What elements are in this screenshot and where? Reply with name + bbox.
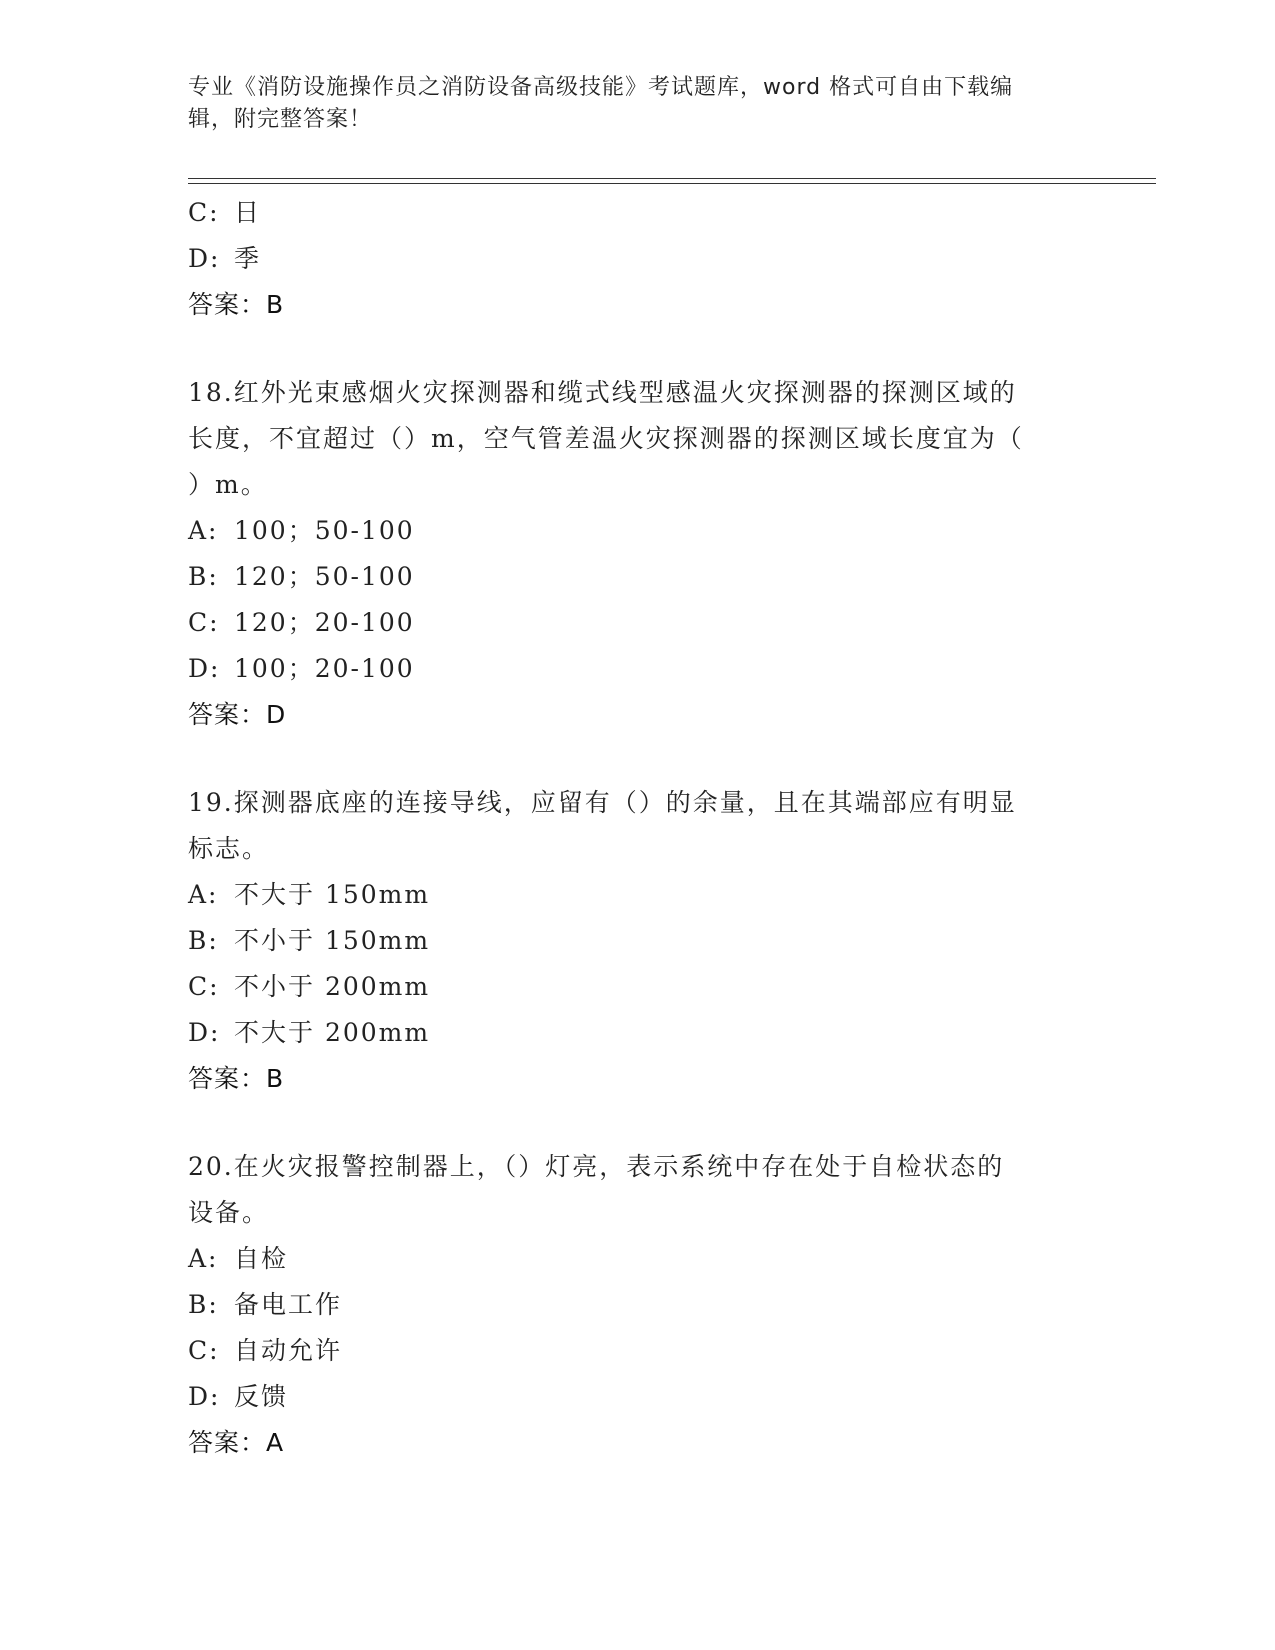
question-text-line: ）m。 bbox=[188, 470, 268, 499]
option-b bbox=[188, 918, 1088, 964]
option-label: D: bbox=[188, 654, 221, 683]
option-text: 不小于 200mm bbox=[234, 972, 431, 1001]
question-text-line: 标志。 bbox=[188, 834, 270, 863]
option-label: B: bbox=[188, 562, 219, 591]
option-text: 100；50-100 bbox=[234, 516, 415, 545]
question-20 bbox=[188, 1144, 1088, 1466]
document-header bbox=[188, 72, 1078, 136]
option-text: 日 bbox=[234, 198, 262, 227]
question-text-line: 设备。 bbox=[188, 1198, 270, 1227]
option-c bbox=[188, 190, 1088, 236]
option-c bbox=[188, 600, 1088, 646]
spacer bbox=[188, 738, 1088, 780]
option-label: D: bbox=[188, 244, 221, 273]
option-d bbox=[188, 1374, 1088, 1420]
header-line-2: 辑，附完整答案！ bbox=[188, 107, 373, 132]
answer-line: 答案：A bbox=[188, 1428, 285, 1457]
option-text: 不大于 200mm bbox=[234, 1018, 431, 1047]
option-b bbox=[188, 554, 1088, 600]
answer-line: 答案：B bbox=[188, 290, 285, 319]
option-b bbox=[188, 1282, 1088, 1328]
header-divider-top bbox=[188, 178, 1156, 179]
option-text: 不小于 150mm bbox=[234, 926, 431, 955]
answer-line: 答案：D bbox=[188, 700, 287, 729]
option-text: 120；20-100 bbox=[234, 608, 415, 637]
question-list bbox=[188, 190, 1088, 1466]
option-label: C: bbox=[188, 608, 220, 637]
option-text: 100；20-100 bbox=[234, 654, 415, 683]
option-text: 自动允许 bbox=[234, 1336, 343, 1365]
option-label: B: bbox=[188, 926, 219, 955]
answer-line: 答案：B bbox=[188, 1064, 285, 1093]
partial-question bbox=[188, 190, 1088, 328]
spacer bbox=[188, 1102, 1088, 1144]
option-d bbox=[188, 236, 1088, 282]
question-19 bbox=[188, 780, 1088, 1102]
option-label: C: bbox=[188, 972, 220, 1001]
question-text-line: 19.探测器底座的连接导线，应留有（）的余量，且在其端部应有明显 bbox=[188, 788, 1017, 817]
option-label: A: bbox=[188, 516, 219, 545]
option-c bbox=[188, 1328, 1088, 1374]
question-18 bbox=[188, 370, 1088, 738]
option-a bbox=[188, 872, 1088, 918]
header-divider-bottom bbox=[188, 183, 1156, 184]
option-label: C: bbox=[188, 198, 220, 227]
spacer bbox=[188, 328, 1088, 370]
question-text-line: 18.红外光束感烟火灾探测器和缆式线型感温火灾探测器的探测区域的 bbox=[188, 378, 1017, 407]
option-label: B: bbox=[188, 1290, 219, 1319]
question-text-line: 长度，不宜超过（）m，空气管差温火灾探测器的探测区域长度宜为（ bbox=[188, 424, 1024, 453]
option-d bbox=[188, 1010, 1088, 1056]
option-text: 自检 bbox=[234, 1244, 289, 1273]
option-text: 反馈 bbox=[234, 1382, 289, 1411]
option-label: A: bbox=[188, 1244, 219, 1273]
question-text-line: 20.在火灾报警控制器上，（）灯亮，表示系统中存在处于自检状态的 bbox=[188, 1152, 1005, 1181]
option-d bbox=[188, 646, 1088, 692]
option-text: 备电工作 bbox=[234, 1290, 343, 1319]
option-label: A: bbox=[188, 880, 219, 909]
option-text: 季 bbox=[234, 244, 262, 273]
option-text: 不大于 150mm bbox=[234, 880, 431, 909]
header-line-1: 专业《消防设施操作员之消防设备高级技能》考试题库，word 格式可自由下载编 bbox=[188, 75, 1014, 100]
option-label: D: bbox=[188, 1382, 221, 1411]
option-label: D: bbox=[188, 1018, 221, 1047]
option-a bbox=[188, 508, 1088, 554]
option-c bbox=[188, 964, 1088, 1010]
option-label: C: bbox=[188, 1336, 220, 1365]
option-text: 120；50-100 bbox=[234, 562, 415, 591]
option-a bbox=[188, 1236, 1088, 1282]
